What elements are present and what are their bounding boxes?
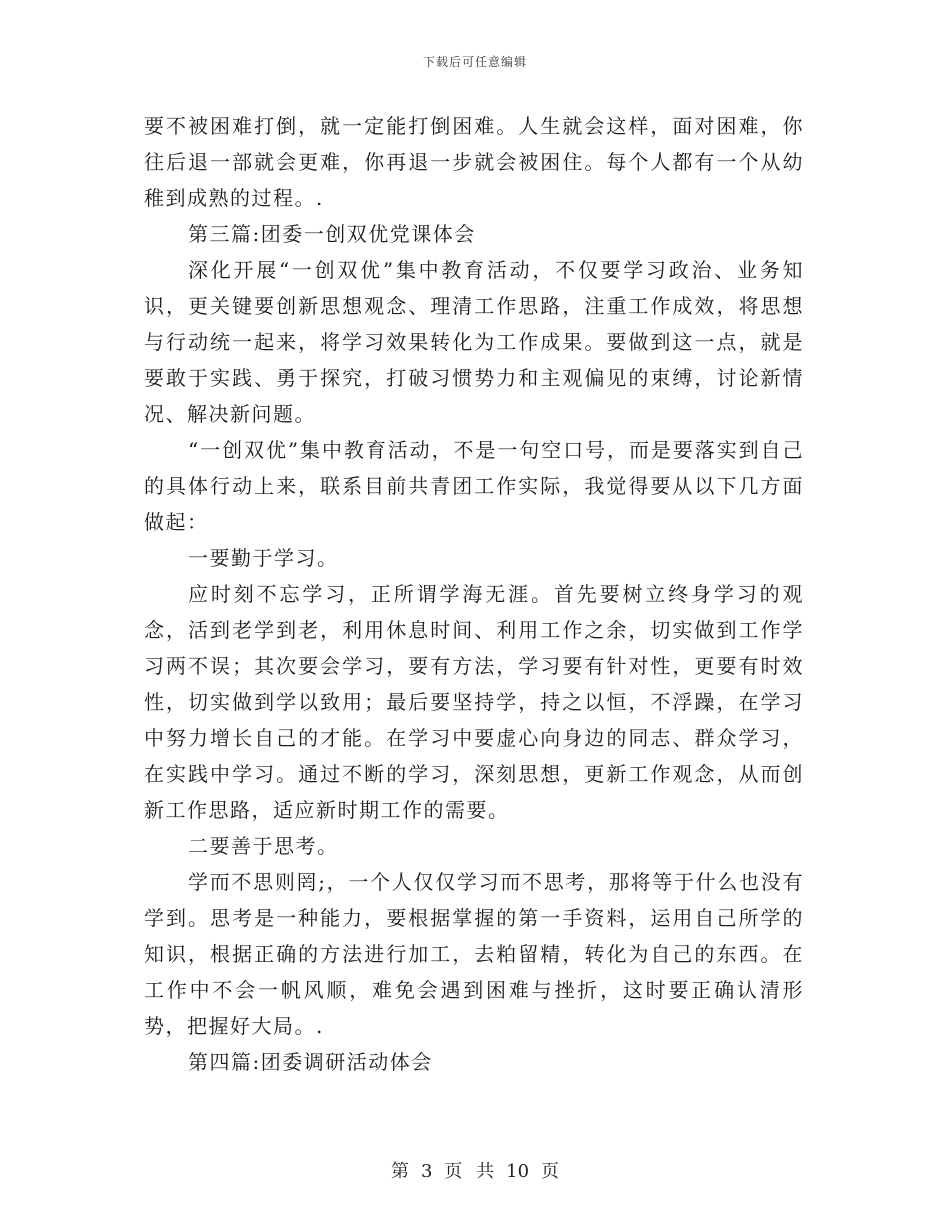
section-heading-3: 第三篇:团委一创双优党课体会 xyxy=(188,222,476,246)
paragraph-3: “一创双优”集中教育活动，不是一句空口号，而是要落实到自己的具体行动上来，联系目前共青团工作实际，我觉得要从以下几方面做起： xyxy=(144,438,804,534)
subheading-study: 一要勤于学习。 xyxy=(188,546,339,570)
page-footer xyxy=(0,1157,950,1183)
paragraph-4: 应时刻不忘学习，正所谓学海无涯。首先要树立终身学习的观念，活到老学到老，利用休息时间、利用工作之余，切实做到工作学习两不误；其次要会学习，要有方法，学习要有针对性，更要有时效性，切实做到学以致用；最后要坚持学，持之以恒，不浮躁，在学习中努力增长自己的才能。在学习中要虚心向身边的同志、群众学习，在实践中学习。通过不断的学习，深刻思想，更新工作观念，从而创新工作思路，适应新时期工作的需要。 xyxy=(144,582,804,822)
section-heading-4: 第四篇:团委调研活动体会 xyxy=(188,1050,433,1074)
paragraph-1: 要不被困难打倒，就一定能打倒困难。人生就会这样，面对困难，你往后退一部就会更难，你再退一步就会被困住。每个人都有一个从幼稚到成熟的过程。. xyxy=(144,114,804,210)
footer-suffix: 页 xyxy=(541,1161,560,1182)
footer-middle: 页 共 xyxy=(444,1161,495,1182)
footer-total-pages: 10 xyxy=(506,1161,530,1182)
paragraph-5: 学而不思则罔;，一个人仅仅学习而不思考，那将等于什么也没有学到。思考是一种能力，要根据掌握的第一手资料，运用自己所学的知识，根据正确的方法进行加工，去粕留精，转化为自己的东西。在工作中不会一帆风顺，难免会遇到困难与挫折，这时要正确认清形势，把握好大局。. xyxy=(144,870,804,1038)
document-body xyxy=(144,108,804,1080)
subheading-think: 二要善于思考。 xyxy=(188,834,339,858)
footer-prefix: 第 xyxy=(390,1161,409,1182)
page-header: 下载后可任意编辑 xyxy=(422,55,527,69)
footer-page-number: 3 xyxy=(420,1161,433,1182)
paragraph-2: 深化开展“一创双优”集中教育活动，不仅要学习政治、业务知识，更关键要创新思想观念、理清工作思路，注重工作成效，将思想与行动统一起来，将学习效果转化为工作成果。要做到这一点，就是要敢于实践、勇于探究，打破习惯势力和主观偏见的束缚，讨论新情况、解决新问题。 xyxy=(144,258,804,426)
